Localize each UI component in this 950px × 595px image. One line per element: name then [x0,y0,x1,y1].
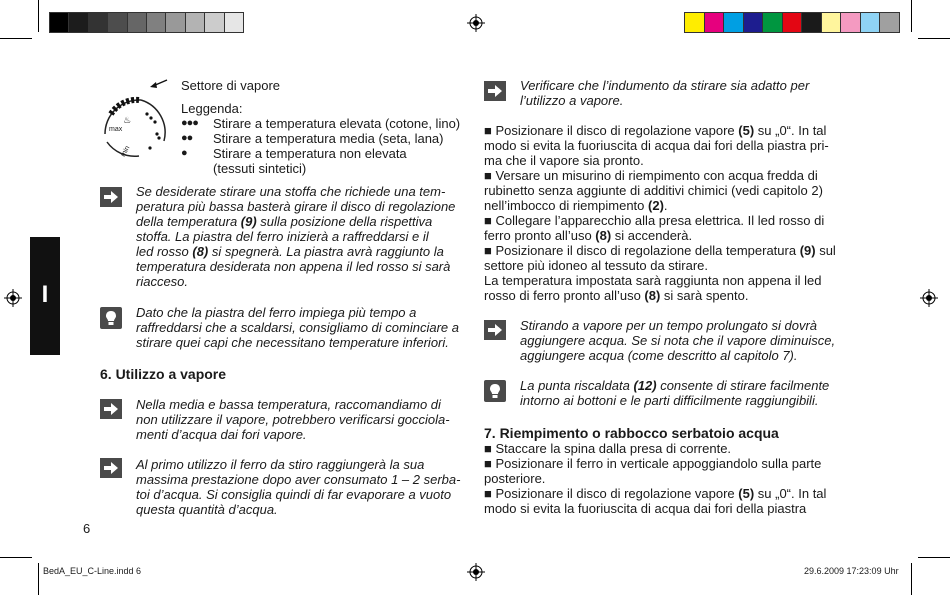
color-swatch [128,13,146,32]
color-swatch [724,13,743,32]
language-side-tab [30,237,60,355]
legend-text: (tessuti sintetici) [213,161,307,176]
crop-mark [0,38,32,39]
tip-bulb-icon [100,307,122,329]
color-swatch [205,13,223,32]
refill-instructions [484,441,826,516]
crop-mark [918,557,950,558]
color-swatch [744,13,763,32]
note-steam-low-temperature [136,397,450,442]
crop-mark [911,0,912,32]
tip-cooling [136,305,459,350]
color-swatch [186,13,204,32]
text-line: posteriore. [484,471,546,486]
color-swatch [763,13,782,32]
text-line: temperatura desiderata non appena il led rosso si sarà [136,259,451,274]
text-line: questa quantità d’acqua. [136,502,278,517]
note-arrow-icon [100,458,122,478]
tip-bulb-icon [484,380,506,402]
text-line: rubinetto senza aggiunte di additivi chimici (vedi capitolo 2) [484,183,823,198]
note-arrow-icon [100,399,122,419]
text-line: nell’imbocco di riempimento (2). [484,198,668,213]
color-swatch [822,13,841,32]
text-line: ■ Posizionare il disco di regolazione della temperatura (9) sul [484,243,836,258]
side-tab-label: I [41,281,49,308]
color-swatch [705,13,724,32]
color-swatch [685,13,704,32]
text-line: Stirando a vapore per un tempo prolungato si dovrà [520,318,818,333]
crop-mark [911,563,912,595]
section-heading-6: 6. Utilizzo a vapore [100,366,227,382]
note-arrow-icon [484,320,506,340]
text-line: menti d’acqua dai fori vapore. [136,427,307,442]
text-line: ferro pronto all’uso (8) si accenderà. [484,228,693,243]
steam-sector-label: Settore di vapore [181,78,281,93]
section-heading-7: 7. Riempimento o rabbocco serbatoio acqua [484,425,779,441]
text-line: Al primo utilizzo il ferro da stiro raggiungerà la sua [136,457,425,472]
color-swatch [147,13,165,32]
text-line: massima prestazione dopo aver consumato 1 – 2 serba- [136,472,461,487]
text-line: La punta riscaldata (12) consente di stirare facilmente [520,378,830,393]
text-line: peratura più bassa basterà girare il disco di regolazione [136,199,456,214]
crop-mark [38,563,39,595]
color-swatch [166,13,184,32]
registration-mark-icon [467,14,485,32]
text-line: ma che il vapore sia pronto. [484,153,644,168]
text-line: aggiungere acqua (come descritto al capitolo 7). [520,348,798,363]
color-swatch [108,13,126,32]
note-arrow-icon [100,187,122,207]
crop-mark [918,38,950,39]
note-first-use [136,457,460,517]
steam-instructions [484,123,836,303]
note-arrow-icon [484,81,506,101]
color-swatch [89,13,107,32]
color-swatch [69,13,87,32]
color-swatch [880,13,899,32]
text-line: settore più idoneo al tessuto da stirare. [484,258,709,273]
registration-mark-icon [467,563,485,581]
text-line: riacceso. [136,274,189,289]
footer-file-name: BedA_EU_C-Line.indd 6 [43,566,142,576]
text-line: stirare quei capi che necessitano temperature inferiori. [136,335,449,350]
text-line: La temperatura impostata sarà raggiunta non appena il led [484,273,822,288]
text-line: toi d’acqua. Si consiglia quindi di far evaporare a vuoto [136,487,452,502]
text-line: ■ Versare un misurino di riempimento con acqua fredda di [484,168,818,183]
temperature-dots-icon: ●● [181,132,193,144]
text-line: ■ Collegare l’apparecchio alla presa elettrica. Il led rosso di [484,213,825,228]
dial-max-label: max [109,126,123,133]
text-line: della temperatura (9) sulla posizione della rispettiva [136,214,433,229]
text-line: Nella media e bassa temperatura, raccomandiamo di [136,397,441,412]
note-check-garment [520,78,809,108]
color-swatch [225,13,243,32]
tip-heated-tip [520,378,829,408]
text-line: ■ Posizionare il disco di regolazione vapore (5) su „0“. In tal [484,486,827,501]
text-line: Dato che la piastra del ferro impiega più tempo a [136,305,417,320]
registration-mark-icon [4,289,22,307]
legend-title: Leggenda: [181,101,243,116]
text-line: ■ Posizionare il ferro in verticale appoggiandolo sulla parte [484,456,822,471]
dial-min-label: min [119,144,132,159]
page-number: 6 [83,521,91,536]
text-line: Verificare che l’indumento da stirare sia adatto per [520,78,810,93]
text-line: aggiungere acqua. Se si nota che il vapore diminuisce, [520,333,836,348]
text-line: raffreddarsi che a scaldarsi, consigliamo di cominciare a [136,320,459,335]
crop-mark [0,557,32,558]
legend-text: Stirare a temperatura non elevata [213,146,407,161]
text-line: led rosso (8) si spegnerà. La piastra avrà raggiunto la [136,244,444,259]
footer-timestamp: 29.6.2009 17:23:09 Uhr [804,566,899,576]
text-line: l’utilizzo a vapore. [520,93,624,108]
temperature-dial-icon [95,78,175,168]
color-swatch [783,13,802,32]
note-temperature-change [136,184,455,289]
crop-mark [38,0,39,32]
text-line: Se desiderate stirare una stoffa che richiede una tem- [136,184,446,199]
text-line: ■ Staccare la spina dalla presa di corrente. [484,441,732,456]
color-swatch [861,13,880,32]
temperature-dots-icon: ● [181,147,187,159]
color-swatch [50,13,68,32]
legend-text: Stirare a temperatura media (seta, lana) [213,131,444,146]
text-line: non utilizzare il vapore, potrebbero verificarsi gocciola- [136,412,450,427]
text-line: rosso di ferro pronto all’uso (8) si sarà spento. [484,288,749,303]
svg-text:♨: ♨ [123,116,132,126]
text-line: modo si evita la fuoriuscita di acqua dai fori della piastra pri- [484,138,829,153]
registration-mark-icon [920,289,938,307]
text-line: ■ Posizionare il disco di regolazione vapore (5) su „0“. In tal [484,123,827,138]
text-line: stoffa. La piastra del ferro inizierà a raffreddarsi e il [136,229,429,244]
color-swatch [841,13,860,32]
color-swatch [802,13,821,32]
legend-text: Stirare a temperatura elevata (cotone, lino) [213,116,461,131]
note-add-water [520,318,835,363]
text-line: intorno ai bottoni e le parti difficilmente raggiungibili. [520,393,819,408]
text-line: modo si evita la fuoriuscita di acqua dai fori della piastra [484,501,807,516]
temperature-dots-icon: ●●● [181,117,198,129]
